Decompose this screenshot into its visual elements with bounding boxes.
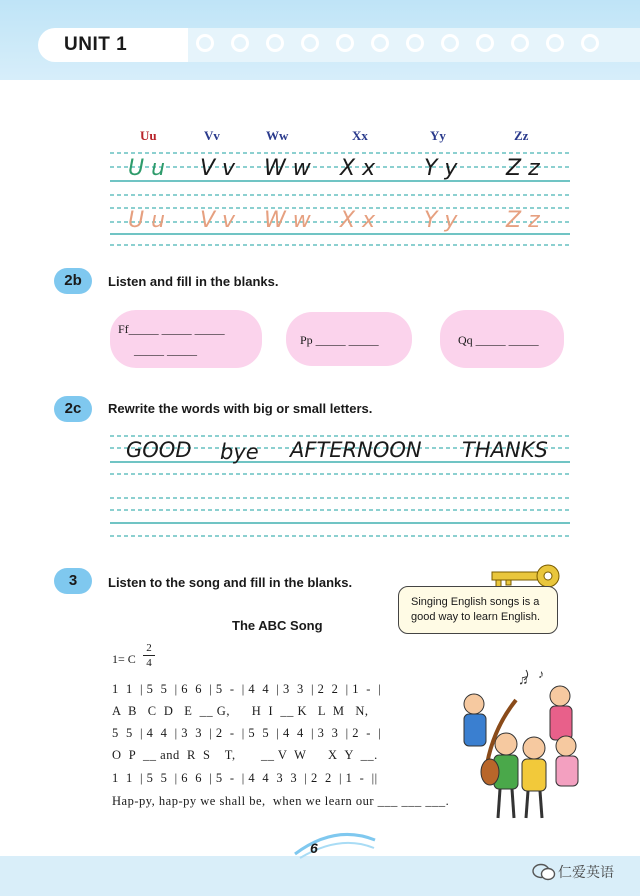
watermark-text: 仁爱英语 (558, 865, 614, 881)
children-singing-illustration (456, 660, 586, 825)
trace-ww: W w (264, 156, 311, 181)
letter-head-zz: Zz (514, 128, 529, 143)
time-signature-bar (143, 655, 155, 656)
cloud-ff (110, 310, 262, 368)
trace-uu: U u (128, 156, 166, 181)
section-title-3: Listen to the song and fill in the blanks. (108, 575, 353, 590)
cloud-pp-text: Pp _____ _____ (300, 333, 379, 347)
section-badge-2c: 2c (54, 396, 92, 422)
song-line-5: 1 1 | 5 5 | 6 6 | 5 - | 4 4 3 3 | 2 2 | 1 - || (112, 771, 378, 785)
letter-head-xx: Xx (352, 128, 368, 143)
song-line-1: 1 1 | 5 5 | 6 6 | 5 - | 4 4 | 3 3 | 2 2 | 1 - | (112, 682, 382, 696)
cloud-qq-text: Qq _____ _____ (458, 333, 539, 347)
svg-text:♪: ♪ (538, 667, 544, 681)
page-number: 6 (310, 840, 318, 856)
trace-zz: Z z (506, 156, 540, 181)
letter-head-uu: Uu (140, 128, 157, 143)
letter-head-yy: Yy (430, 128, 446, 143)
section-title-2b: Listen and fill in the blanks. (108, 274, 279, 289)
dotted-yy: Y y (424, 208, 458, 233)
section-title-2c: Rewrite the words with big or small letters. (108, 401, 373, 416)
letter-head-ww: Ww (266, 128, 289, 143)
rewrite-word-afternoon: AFTERNOON (290, 438, 422, 462)
dotted-ww: W w (264, 208, 311, 233)
page-number-swoosh (290, 832, 380, 862)
time-signature-top: 2 (146, 642, 152, 654)
time-signature-bottom: 4 (146, 657, 152, 669)
rewrite-word-thanks: THANKS (462, 438, 548, 462)
trace-yy: Y y (424, 156, 458, 181)
dotted-uu: U u (128, 208, 166, 233)
song-line-3: 5 5 | 4 4 | 3 3 | 2 - | 5 5 | 4 4 | 3 3 | 2 - | (112, 726, 382, 740)
dotted-zz: Z z (506, 208, 540, 233)
trace-vv: V v (200, 156, 236, 181)
song-line-2: A B C D E __ G, H I __ K L M N, (112, 704, 369, 718)
unit-title: UNIT 1 (64, 34, 128, 55)
dotted-xx: X x (340, 208, 376, 233)
song-line-4: O P __ and R S T, __ V W X Y __. (112, 748, 378, 762)
section-badge-2b: 2b (54, 268, 92, 294)
section-badge-3: 3 (54, 568, 92, 594)
rewrite-word-bye: bye (220, 440, 259, 464)
song-title: The ABC Song (232, 618, 323, 633)
cloud-ff-line1: Ff_____ _____ _____ (118, 322, 225, 336)
cloud-ff-line2: _____ _____ (134, 343, 197, 357)
dotted-vv: V v (200, 208, 236, 233)
song-key: 1= C (112, 652, 136, 666)
rewrite-word-good: GOOD (126, 438, 192, 462)
wechat-icon (532, 862, 556, 882)
svg-text:♫: ♫ (518, 671, 529, 687)
trace-xx: X x (340, 156, 376, 181)
letter-head-vv: Vv (204, 128, 220, 143)
song-line-6: Hap-py, hap-py we shall be, when we learn our ___ ___ ___. (112, 794, 450, 808)
tip-box: Singing English songs is a good way to learn English. (398, 586, 558, 634)
